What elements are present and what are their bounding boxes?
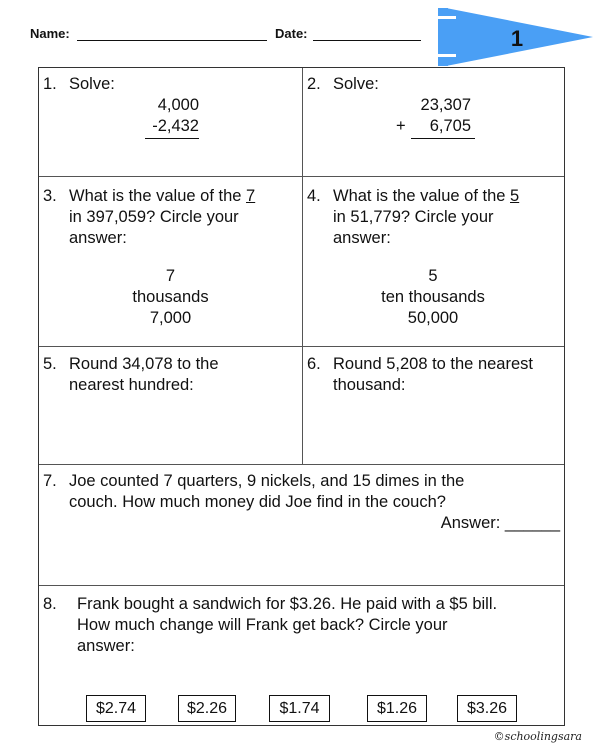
problem-prompt: Solve: bbox=[69, 75, 115, 93]
problem-text-line-2: nearest hundred: bbox=[69, 376, 194, 394]
problem-number: 8. bbox=[43, 595, 57, 613]
row-divider bbox=[39, 585, 564, 586]
addend-bottom: 6,705 bbox=[429, 117, 471, 135]
problem-text-line-1: Frank bought a sandwich for $3.26. He paid with a $5 bill. bbox=[77, 595, 498, 613]
problem-number: 3. bbox=[43, 187, 57, 205]
underlined-digit: 7 bbox=[246, 187, 256, 205]
problem-text-line-2: thousand: bbox=[333, 376, 406, 394]
plus-sign: + bbox=[396, 117, 406, 135]
choice-option[interactable]: 50,000 bbox=[407, 309, 459, 327]
problem-text-line-1 bbox=[69, 186, 255, 207]
problem-number: 1. bbox=[43, 75, 57, 93]
choice-box[interactable] bbox=[367, 695, 427, 722]
subtrahend: -2,432 bbox=[152, 117, 199, 135]
problem-number: 6. bbox=[307, 355, 321, 373]
date-label: Date: bbox=[275, 26, 308, 41]
worksheet-grid bbox=[38, 67, 565, 726]
minuend: 4,000 bbox=[157, 96, 199, 114]
problem-text-line-2: in 51,779? Circle your bbox=[333, 208, 494, 226]
problem-text: What is the value of the bbox=[333, 187, 511, 205]
problem-text-line-3: answer: bbox=[77, 637, 135, 655]
problem-number: 2. bbox=[307, 75, 321, 93]
choice-label: $1.26 bbox=[376, 699, 418, 717]
problem-number: 7. bbox=[43, 472, 57, 490]
answer-line bbox=[145, 138, 199, 139]
problem-text-line-2: in 397,059? Circle your bbox=[69, 208, 239, 226]
choice-option[interactable]: 7 bbox=[165, 267, 176, 285]
problem-prompt: Solve: bbox=[333, 75, 379, 93]
answer-line bbox=[411, 138, 475, 139]
problem-text-line-2: How much change will Frank get back? Circle your bbox=[77, 616, 448, 634]
name-field[interactable] bbox=[77, 40, 267, 41]
row-divider bbox=[39, 464, 564, 465]
choice-option[interactable]: 5 bbox=[428, 267, 438, 285]
date-field[interactable] bbox=[313, 40, 421, 41]
problem-text-line-3: answer: bbox=[333, 229, 391, 247]
choice-box[interactable] bbox=[86, 695, 146, 722]
problem-text-line-1: Joe counted 7 quarters, 9 nickels, and 15 dimes in the bbox=[69, 472, 465, 490]
choice-label: $2.26 bbox=[186, 699, 228, 717]
choice-label: $2.74 bbox=[95, 699, 137, 717]
choice-box[interactable] bbox=[457, 695, 517, 722]
choice-option[interactable]: ten thousands bbox=[381, 288, 485, 306]
answer-blank[interactable]: Answer: ______ bbox=[440, 514, 560, 532]
problem-text-line-1: Round 34,078 to the bbox=[69, 355, 219, 373]
page-number: 1 bbox=[510, 26, 524, 51]
row-divider bbox=[39, 176, 564, 177]
copyright-credit: ©schoolingsara bbox=[493, 730, 582, 743]
underlined-digit: 5 bbox=[510, 187, 520, 205]
choice-option[interactable]: thousands bbox=[132, 288, 209, 306]
problem-text-line-1 bbox=[333, 186, 519, 207]
row-divider bbox=[39, 346, 564, 347]
choice-option[interactable]: 7,000 bbox=[149, 309, 192, 327]
problem-number: 4. bbox=[307, 187, 321, 205]
problem-text: What is the value of the bbox=[69, 187, 247, 205]
problem-text-line-3: answer: bbox=[69, 229, 127, 247]
choice-box[interactable] bbox=[178, 695, 236, 722]
name-label: Name: bbox=[30, 26, 70, 41]
problem-text-line-2: couch. How much money did Joe find in the couch? bbox=[69, 493, 446, 511]
problem-text-line-1: Round 5,208 to the nearest bbox=[333, 355, 533, 373]
choice-label: $1.74 bbox=[279, 699, 320, 717]
problem-number: 5. bbox=[43, 355, 57, 373]
choice-box[interactable] bbox=[269, 695, 330, 722]
choice-label: $3.26 bbox=[466, 699, 508, 717]
addend-top: 23,307 bbox=[420, 96, 471, 114]
